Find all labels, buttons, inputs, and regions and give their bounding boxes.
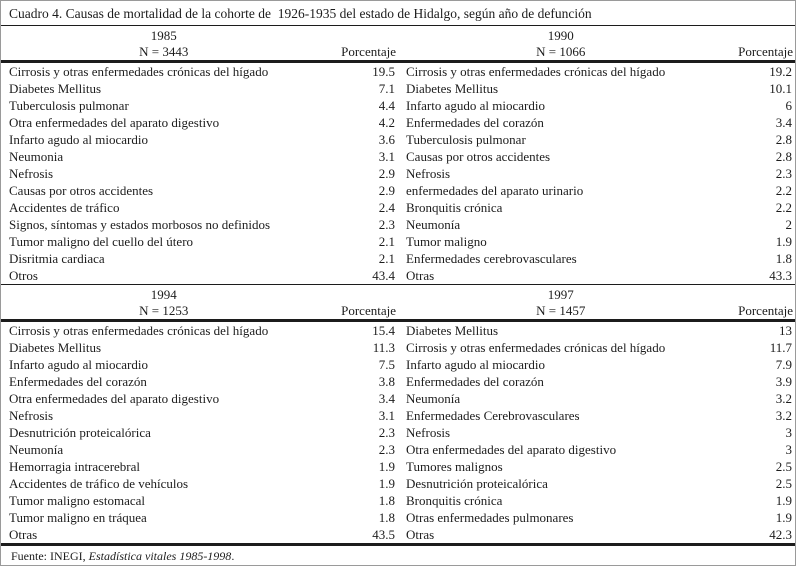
table-row	[1, 321, 398, 340]
column-header-row	[1, 44, 398, 62]
cause-cell: Bronquitis crónica	[406, 200, 503, 215]
table-row	[1, 114, 398, 131]
table-row	[398, 267, 795, 284]
percentage-column-header: Porcentaje	[327, 303, 398, 321]
percentage-cell: 15.4	[372, 323, 395, 338]
spacer	[724, 285, 795, 303]
cause-cell: Tumor maligno en tráquea	[9, 510, 147, 525]
cause-cell: Enfermedades cerebrovasculares	[406, 251, 577, 266]
table-row	[398, 182, 795, 199]
percentage-cell: 2.9	[378, 166, 395, 181]
percentage-cell: 3.2	[775, 391, 792, 406]
table-row	[398, 321, 795, 340]
cause-cell: Otra enfermedades del aparato digestivo	[9, 391, 220, 406]
percentage-cell: 2	[785, 217, 792, 232]
table-row	[398, 509, 795, 526]
percentage-cell: 7.9	[775, 357, 792, 372]
table-row	[1, 97, 398, 114]
percentage-cell: 2.1	[378, 251, 395, 266]
percentage-cell: 2.8	[775, 149, 792, 164]
table-row	[398, 390, 795, 407]
cause-cell: Disritmia cardiaca	[9, 251, 105, 266]
table-row	[398, 114, 795, 131]
spacer	[327, 285, 398, 303]
percentage-cell: 1.8	[775, 251, 792, 266]
table-row	[1, 62, 398, 81]
table-row	[1, 407, 398, 424]
source-prefix: Fuente: INEGI,	[11, 549, 89, 563]
cause-cell: Desnutrición proteicalórica	[9, 425, 151, 440]
cause-cell: Cirrosis y otras enfermedades crónicas del hígado	[9, 323, 269, 338]
cause-cell: Neumonía	[406, 391, 461, 406]
percentage-cell: 43.3	[769, 268, 792, 283]
table-row	[1, 390, 398, 407]
cause-cell: Bronquitis crónica	[406, 493, 503, 508]
table-row	[398, 339, 795, 356]
percentage-cell: 3.4	[378, 391, 395, 406]
cause-cell: Otros	[9, 268, 38, 283]
table-row	[398, 407, 795, 424]
table-row	[398, 80, 795, 97]
percentage-cell: 2.3	[775, 166, 792, 181]
percentage-cell: 3.6	[378, 132, 395, 147]
table-row	[398, 458, 795, 475]
table-row	[398, 441, 795, 458]
rows-1997	[398, 321, 795, 544]
cause-cell: Causas por otros accidentes	[406, 149, 551, 164]
table-row	[1, 458, 398, 475]
year-header-row	[398, 285, 795, 303]
table-row	[1, 148, 398, 165]
cause-cell: enfermedades del aparato urinario	[406, 183, 584, 198]
percentage-cell: 2.2	[775, 183, 792, 198]
year-header-row	[398, 26, 795, 44]
table-row	[1, 475, 398, 492]
cause-cell: Neumonía	[406, 217, 461, 232]
table-row	[1, 199, 398, 216]
cause-cell: Otras	[9, 527, 38, 542]
cause-cell: Accidentes de tráfico de vehículos	[9, 476, 189, 491]
table-row	[1, 441, 398, 458]
percentage-cell: 2.8	[775, 132, 792, 147]
table-row	[1, 509, 398, 526]
table-row	[398, 97, 795, 114]
table-row	[398, 356, 795, 373]
table-row	[1, 216, 398, 233]
panel-1994-1997	[1, 285, 795, 543]
percentage-cell: 2.3	[378, 442, 395, 457]
percentage-cell: 43.5	[372, 527, 395, 542]
year-header-row	[1, 26, 398, 44]
source-publication: Estadística vitales 1985-1998	[88, 549, 232, 563]
percentage-cell: 3	[785, 442, 792, 457]
percentage-cell: 3.2	[775, 408, 792, 423]
percentage-cell: 3.4	[775, 115, 792, 130]
percentage-cell: 2.4	[378, 200, 395, 215]
year-label-1985: 1985	[150, 28, 177, 43]
table-row	[398, 165, 795, 182]
cause-cell: Cirrosis y otras enfermedades crónicas del hígado	[406, 340, 666, 355]
cause-cell: Otras	[406, 527, 435, 542]
cause-cell: Otra enfermedades del aparato digestivo	[406, 442, 617, 457]
cause-cell: Otras enfermedades pulmonares	[406, 510, 574, 525]
cause-cell: Enfermedades del corazón	[406, 374, 544, 389]
subtable-1985	[1, 26, 398, 284]
percentage-cell: 4.4	[378, 98, 395, 113]
percentage-cell: 7.1	[378, 81, 395, 96]
percentage-column-header: Porcentaje	[724, 303, 795, 321]
table-row	[1, 182, 398, 199]
cause-cell: Nefrosis	[9, 408, 54, 423]
cause-cell: Cirrosis y otras enfermedades crónicas del hígado	[406, 64, 666, 79]
table-row	[398, 199, 795, 216]
n-count-label: N = 1253	[1, 303, 327, 321]
percentage-cell: 19.5	[372, 64, 395, 79]
percentage-cell: 1.9	[775, 234, 792, 249]
table-row	[398, 131, 795, 148]
cause-cell: Infarto agudo al miocardio	[9, 132, 148, 147]
table-row	[1, 339, 398, 356]
percentage-cell: 10.1	[769, 81, 792, 96]
cause-cell: Accidentes de tráfico	[9, 200, 120, 215]
percentage-cell: 2.5	[775, 476, 792, 491]
table-row	[1, 233, 398, 250]
column-header-row	[398, 44, 795, 62]
n-count-label: N = 1066	[398, 44, 724, 62]
column-header-row	[1, 303, 398, 321]
percentage-cell: 2.2	[775, 200, 792, 215]
table-row	[398, 148, 795, 165]
percentage-cell: 6	[785, 98, 792, 113]
percentage-cell: 3.1	[378, 149, 395, 164]
percentage-cell: 4.2	[378, 115, 395, 130]
percentage-cell: 3.1	[378, 408, 395, 423]
percentage-cell: 19.2	[769, 64, 792, 79]
table-row	[1, 250, 398, 267]
cause-cell: Infarto agudo al miocardio	[9, 357, 148, 372]
cause-cell: Neumonia	[9, 149, 64, 164]
table-row	[1, 267, 398, 284]
table-row	[1, 165, 398, 182]
percentage-cell: 1.8	[378, 493, 395, 508]
table-row	[1, 492, 398, 509]
percentage-cell: 43.4	[372, 268, 395, 283]
table-row	[1, 424, 398, 441]
source-note	[1, 546, 795, 563]
table-row	[1, 356, 398, 373]
percentage-cell: 3.8	[378, 374, 395, 389]
column-header-row	[398, 303, 795, 321]
cause-cell: Desnutrición proteicalórica	[406, 476, 548, 491]
percentage-cell: 1.9	[775, 493, 792, 508]
percentage-column-header: Porcentaje	[724, 44, 795, 62]
percentage-cell: 42.3	[769, 527, 792, 542]
subtable-1990	[398, 26, 795, 284]
percentage-cell: 1.9	[378, 476, 395, 491]
cause-cell: Hemorragia intracerebral	[9, 459, 141, 474]
percentage-cell: 2.3	[378, 425, 395, 440]
n-count-label: N = 1457	[398, 303, 724, 321]
cause-cell: Diabetes Mellitus	[9, 81, 102, 96]
table-row	[398, 475, 795, 492]
percentage-cell: 2.5	[775, 459, 792, 474]
cause-cell: Diabetes Mellitus	[9, 340, 102, 355]
percentage-cell: 11.7	[769, 340, 792, 355]
spacer	[327, 26, 398, 44]
table-row	[1, 131, 398, 148]
percentage-cell: 1.9	[775, 510, 792, 525]
cause-cell: Tuberculosis pulmonar	[9, 98, 129, 113]
table-row	[398, 424, 795, 441]
percentage-cell: 3	[785, 425, 792, 440]
cause-cell: Enfermedades del corazón	[406, 115, 544, 130]
cause-cell: Causas por otros accidentes	[9, 183, 154, 198]
table-row	[398, 233, 795, 250]
table-row	[398, 492, 795, 509]
cause-cell: Enfermedades Cerebrovasculares	[406, 408, 580, 423]
year-label-1994: 1994	[150, 287, 177, 302]
table-row	[398, 250, 795, 267]
cause-cell: Infarto agudo al miocardio	[406, 98, 545, 113]
table-row	[398, 373, 795, 390]
cause-cell: Nefrosis	[406, 166, 451, 181]
subtable-1994	[1, 285, 398, 543]
cause-cell: Diabetes Mellitus	[406, 323, 499, 338]
source-suffix: .	[231, 549, 235, 563]
cause-cell: Enfermedades del corazón	[9, 374, 147, 389]
cause-cell: Diabetes Mellitus	[406, 81, 499, 96]
cause-cell: Tumores malignos	[406, 459, 503, 474]
year-label-1997: 1997	[547, 287, 574, 302]
percentage-column-header: Porcentaje	[327, 44, 398, 62]
year-header-row	[1, 285, 398, 303]
spacer	[724, 26, 795, 44]
percentage-cell: 3.9	[775, 374, 792, 389]
percentage-cell: 1.9	[378, 459, 395, 474]
table-row	[1, 373, 398, 390]
percentage-cell: 11.3	[372, 340, 395, 355]
cause-cell: Infarto agudo al miocardio	[406, 357, 545, 372]
subtable-1997	[398, 285, 795, 543]
cause-cell: Nefrosis	[9, 166, 54, 181]
cause-cell: Signos, síntomas y estados morbosos no definidos	[9, 217, 271, 232]
cause-cell: Tumor maligno estomacal	[9, 493, 146, 508]
table-row	[398, 62, 795, 81]
rows-1994	[1, 321, 398, 544]
table-caption-block	[1, 1, 795, 26]
n-count-label: N = 3443	[1, 44, 327, 62]
panel-1985-1990	[1, 26, 795, 285]
rows-1985	[1, 62, 398, 285]
cause-cell: Cirrosis y otras enfermedades crónicas del hígado	[9, 64, 269, 79]
year-label-1990: 1990	[547, 28, 574, 43]
cause-cell: Neumonía	[9, 442, 64, 457]
table-row	[1, 526, 398, 543]
percentage-cell: 2.9	[378, 183, 395, 198]
table-title: Cuadro 4. Causas de mortalidad de la cohorte de 1926-1935 del estado de Hidalgo, según año de defunción	[9, 6, 592, 21]
percentage-cell: 7.5	[378, 357, 395, 372]
percentage-cell: 13	[779, 323, 792, 338]
cause-cell: Otras	[406, 268, 435, 283]
cause-cell: Tumor maligno del cuello del útero	[9, 234, 194, 249]
table-row	[1, 80, 398, 97]
percentage-cell: 1.8	[378, 510, 395, 525]
table-row	[398, 216, 795, 233]
table-row	[398, 526, 795, 543]
cause-cell: Otra enfermedades del aparato digestivo	[9, 115, 220, 130]
percentage-cell: 2.1	[378, 234, 395, 249]
percentage-cell: 2.3	[378, 217, 395, 232]
cause-cell: Tuberculosis pulmonar	[406, 132, 526, 147]
cause-cell: Tumor maligno	[406, 234, 487, 249]
cause-cell: Nefrosis	[406, 425, 451, 440]
rows-1990	[398, 62, 795, 285]
